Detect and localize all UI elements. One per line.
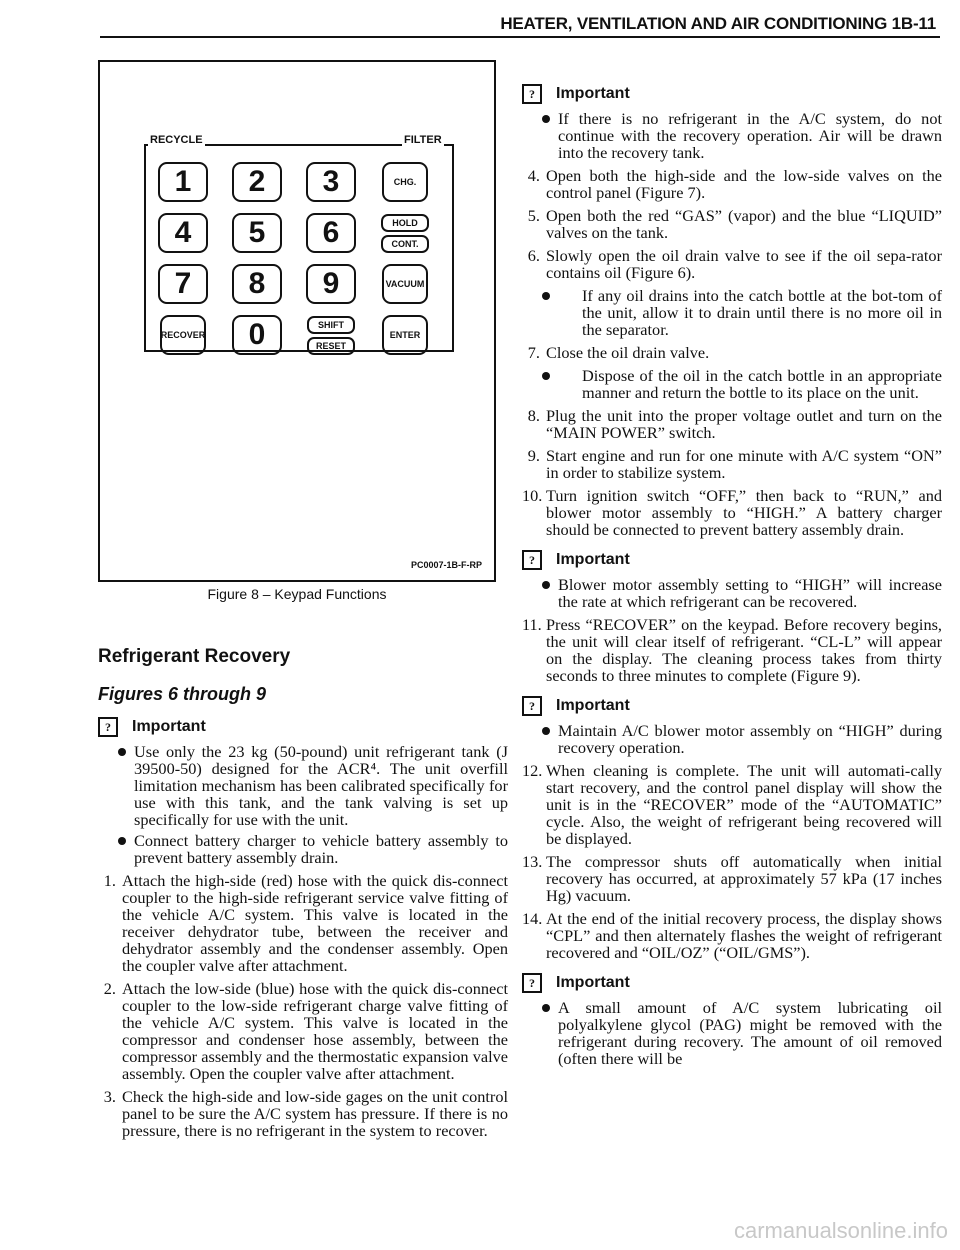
hold-cont-keys <box>376 211 434 255</box>
key-vacuum: VACUUM <box>382 264 428 304</box>
step-item <box>522 853 942 904</box>
key-chg: CHG. <box>382 162 428 202</box>
step-item <box>522 344 942 361</box>
important-icon: ? <box>522 973 542 993</box>
header-rule <box>100 36 940 38</box>
step-text: At the end of the initial recovery process, the display shows “CPL” and then alternately flashes the weight of refrigerant recovered and “OIL/OZ” (“OIL/GMS”). <box>546 909 942 962</box>
page-header-title: HEATER, VENTILATION AND AIR CONDITIONING 1B-11 <box>500 14 936 33</box>
figure-caption: Figure 8 – Keypad Functions <box>207 586 387 602</box>
important-icon: ? <box>98 717 118 737</box>
key-enter: ENTER <box>382 315 428 355</box>
step-item <box>522 207 942 241</box>
step-number: 10. <box>522 486 543 505</box>
subsection-title: Figures 6 through 9 <box>98 684 267 704</box>
important-label: Important <box>556 697 630 714</box>
important-note <box>522 973 942 993</box>
step-text: Attach the low-side (blue) hose with the quick dis-connect coupler to the low-side refrigerant charge valve fitting of the vehicle A/C system. This valve is located in the compressor and condenser hose assembly, between the compressor assembly and the thermostatic expansion valve assembly. Open the coupler valve after attachment. <box>122 979 508 1083</box>
recycle-label: RECYCLE <box>150 134 203 146</box>
important-label: Important <box>556 974 630 991</box>
key-7: 7 <box>158 264 208 304</box>
important-icon: ? <box>522 550 542 570</box>
step-item <box>522 167 942 201</box>
step-number: 11. <box>522 615 542 634</box>
key-shift: SHIFT <box>307 316 355 334</box>
key-5: 5 <box>232 213 282 253</box>
key-2: 2 <box>232 162 282 202</box>
step-item <box>98 980 508 1082</box>
key-6: 6 <box>306 213 356 253</box>
step-text: Press “RECOVER” on the keypad. Before recovery begins, the unit will clear itself of refrigerant. “CL-L” will appear on the display. The cleaning process takes from thirty seconds to three minutes to complete (Figure 9). <box>546 615 942 685</box>
important-note <box>98 717 508 737</box>
step-item <box>522 407 942 441</box>
shift-reset-keys <box>302 313 360 357</box>
right-column <box>522 80 942 1071</box>
step-text: Close the oil drain valve. <box>546 343 710 362</box>
step-number: 6. <box>527 246 540 265</box>
left-column <box>98 60 508 1145</box>
step-number: 14. <box>522 909 543 928</box>
bullet-item: Maintain A/C blower motor assembly on “HIGH” during recovery operation. <box>522 722 942 756</box>
keypad-grid <box>154 160 434 357</box>
step-text: The compressor shuts off automatically when initial recovery has occurred, at approximately 57 kPa (17 inches Hg) vacuum. <box>546 852 942 905</box>
important-icon: ? <box>522 696 542 716</box>
key-0: 0 <box>232 315 282 355</box>
important-note <box>522 696 942 716</box>
section-title: Refrigerant Recovery <box>98 646 291 667</box>
filter-label: FILTER <box>404 134 442 146</box>
watermark: carmanualsonline.info <box>733 1218 948 1243</box>
important-label: Important <box>556 85 630 102</box>
important-label: Important <box>132 718 206 735</box>
key-1: 1 <box>158 162 208 202</box>
step-number: 2. <box>103 979 116 998</box>
key-4: 4 <box>158 213 208 253</box>
bullet-item: Connect battery charger to vehicle battery assembly to prevent battery assembly drain. <box>98 832 508 866</box>
step-text: Open both the high-side and the low-side valves on the control panel (Figure 7). <box>546 166 942 202</box>
figure-code: PC0007-1B-F-RP <box>410 560 482 570</box>
important-note <box>522 84 942 104</box>
key-3: 3 <box>306 162 356 202</box>
important-icon: ? <box>522 84 542 104</box>
step-text: Turn ignition switch “OFF,” then back to “RUN,” and blower motor assembly to “HIGH.” A battery charger should be connected to prevent battery assembly drain. <box>546 486 942 539</box>
step-item <box>522 762 942 847</box>
step-item <box>522 487 942 538</box>
bullet-item: If there is no refrigerant in the A/C system, do not continue with the recovery operation. Air will be drawn into the recovery tank. <box>522 110 942 161</box>
step-item <box>522 616 942 684</box>
key-hold: HOLD <box>381 214 429 232</box>
bullet-item: Blower motor assembly setting to “HIGH” will increase the rate at which refrigerant can be recovered. <box>522 576 942 610</box>
step-text: When cleaning is complete. The unit will automati-cally start recovery, and the control panel display will show the unit is in the “RECOVER” mode of the “AUTOMATIC” cycle. Also, the weight of refrigerant being recovered will be displayed. <box>546 761 942 848</box>
step-text: Plug the unit into the proper voltage outlet and turn on the “MAIN POWER” switch. <box>546 406 942 442</box>
step-number: 9. <box>527 446 540 465</box>
bullet-item: If any oil drains into the catch bottle at the bot-tom of the unit, allow it to drain until there is no more oil in the separator. <box>522 287 942 338</box>
step-number: 7. <box>527 343 540 362</box>
step-number: 8. <box>527 406 540 425</box>
key-cont: CONT. <box>381 235 429 253</box>
bullet-item: Dispose of the oil in the catch bottle in an appropriate manner and return the bottle to its place on the unit. <box>522 367 942 401</box>
step-item <box>522 447 942 481</box>
key-recover: RECOVER <box>160 315 206 355</box>
step-number: 12. <box>522 761 543 780</box>
bullet-item: Use only the 23 kg (50-pound) unit refrigerant tank (J 39500-50) designed for the ACR⁴. The unit overfill limitation mechanism has been calibrated specifically for use with this tank, and the tank valving is set up specifically for use with the unit. <box>98 743 508 828</box>
step-text: Check the high-side and low-side gages on the unit control panel to be sure the A/C system has pressure. If there is no pressure, there is no refrigerant in the system to recover. <box>122 1087 508 1140</box>
key-9: 9 <box>306 264 356 304</box>
step-item <box>98 872 508 974</box>
step-item <box>522 910 942 961</box>
step-number: 13. <box>522 852 543 871</box>
step-number: 3. <box>103 1087 116 1106</box>
step-text: Attach the high-side (red) hose with the quick dis-connect coupler to the high-side refrigerant service valve fitting of the vehicle A/C system. This valve is located in the receiver dehydrator tube, between the receiver and dehydrator assembly and the condenser assembly. Open the coupler valve after attachment. <box>122 871 508 975</box>
step-text: Start engine and run for one minute with A/C system “ON” in order to stabilize system. <box>546 446 942 482</box>
step-item <box>98 1088 508 1139</box>
step-text: Open both the red “GAS” (vapor) and the blue “LIQUID” valves on the tank. <box>546 206 942 242</box>
important-note <box>522 550 942 570</box>
step-text: Slowly open the oil drain valve to see if the oil sepa-rator contains oil (Figure 6). <box>546 246 942 282</box>
key-reset: RESET <box>307 337 355 355</box>
key-8: 8 <box>232 264 282 304</box>
step-number: 1. <box>103 871 116 890</box>
important-label: Important <box>556 551 630 568</box>
step-number: 4. <box>527 166 540 185</box>
bullet-item: A small amount of A/C system lubricating oil polyalkylene glycol (PAG) might be removed with the refrigerant during recovery. The amount of oil removed (often there will be <box>522 999 942 1067</box>
step-number: 5. <box>527 206 540 225</box>
keypad-figure <box>98 60 496 582</box>
step-item <box>522 247 942 281</box>
